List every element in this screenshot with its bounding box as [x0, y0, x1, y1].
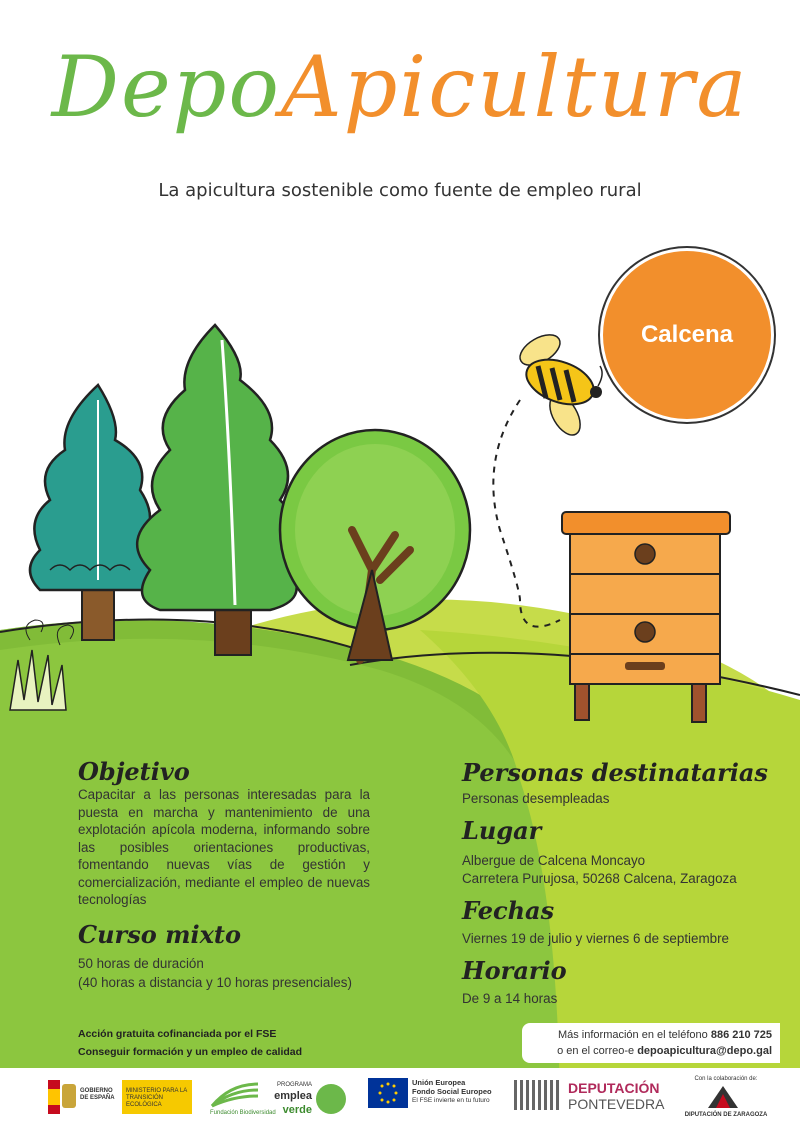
ministerio-text: MINISTERIO PARA LA TRANSICIÓN ECOLÓGICA: [126, 1088, 187, 1108]
deputacion-line-1: DEPUTACIÓN: [568, 1080, 660, 1096]
curso-breakdown: (40 horas a distancia y 10 horas presenciales): [78, 975, 352, 990]
fundacion-text: Fundación Biodiversidad: [210, 1110, 276, 1116]
title-part-depo: Depo: [51, 38, 281, 136]
objetivo-heading: Objetivo: [78, 757, 190, 786]
destinatarias-text: Personas desempleadas: [462, 791, 610, 806]
diputacion-text: DIPUTACIÓN DE ZARAGOZA: [684, 1112, 768, 1118]
colaboracion-text: Con la colaboración de:: [694, 1076, 758, 1082]
triangle-logo-icon: [708, 1086, 738, 1108]
logo-diputacion-zaragoza: [676, 1076, 776, 1124]
curso-duration: 50 horas de duración: [78, 956, 204, 971]
poster-title: [0, 32, 800, 142]
title-part-apicultura: Apicultura: [281, 38, 749, 136]
eu-flag-icon: [368, 1078, 408, 1108]
leaf-circle-icon: [316, 1084, 346, 1114]
curso-heading: Curso mixto: [78, 920, 241, 949]
logo-gobierno: [48, 1080, 190, 1114]
lugar-heading: Lugar: [462, 816, 542, 845]
logo-emplea-verde: [272, 1080, 348, 1124]
gobierno-text: GOBIERNO DE ESPAÑA: [80, 1088, 115, 1101]
contact-phone-line: [522, 1029, 772, 1041]
logo-fundacion-biodiversidad: [210, 1082, 276, 1122]
poster-subtitle: La apicultura sostenible como fuente de empleo rural: [158, 180, 642, 201]
horario-heading: Horario: [462, 956, 567, 985]
email-link[interactable]: depoapicultura@depo.gal: [637, 1045, 772, 1057]
footnote-quality: Conseguir formación y un empleo de calidad: [78, 1046, 303, 1058]
programa-name-2: verde: [282, 1104, 312, 1116]
ue-line-2: Fondo Social Europeo: [412, 1087, 492, 1096]
ue-line-3: El FSE invierte en tu futuro: [412, 1097, 490, 1104]
lugar-address: Carretera Purujosa, 50268 Calcena, Zaragoza: [462, 871, 737, 886]
leaf-stripes-icon: [210, 1082, 260, 1108]
green-pine-tree: [137, 325, 303, 655]
logo-deputacion-pontevedra: [514, 1080, 674, 1120]
ue-line-1: Unión Europea: [412, 1078, 466, 1087]
dots-grid-icon: [514, 1080, 564, 1110]
programa-name-1: emplea: [274, 1090, 312, 1102]
contact-box: [522, 1023, 780, 1063]
teal-tree: [30, 385, 158, 640]
coat-of-arms-icon: [62, 1084, 76, 1108]
illustration-scene: [0, 300, 800, 1131]
fechas-text: Viernes 19 de julio y viernes 6 de septiembre: [462, 931, 729, 946]
programa-label: PROGRAMA: [276, 1082, 312, 1088]
phone-number[interactable]: 886 210 725: [710, 1029, 772, 1041]
fechas-heading: Fechas: [462, 896, 555, 925]
lugar-venue: Albergue de Calcena Moncayo: [462, 853, 646, 868]
footnote-fse: Acción gratuita cofinanciada por el FSE: [78, 1028, 277, 1040]
contact-email-line: [522, 1045, 772, 1057]
destinatarias-heading: Personas destinatarias: [462, 758, 768, 787]
logo-union-europea: [368, 1078, 508, 1122]
email-prefix: o en el correo-e: [557, 1045, 635, 1057]
sponsor-logos: [0, 1068, 800, 1131]
horario-text: De 9 a 14 horas: [462, 991, 558, 1006]
phone-prefix: Más información en el teléfono: [557, 1029, 708, 1041]
objetivo-text: Capacitar a las personas interesadas para la puesta en marcha y mantenimiento de una explotación apícola moderna, informando sobre las posibles orientaciones productivas, fomentando nuevas vías de gestión y comercialización, mediante el empleo de nuevas tecnologías: [78, 787, 370, 907]
deputacion-line-2: PONTEVEDRA: [568, 1096, 665, 1112]
bee-illustration: [515, 329, 602, 440]
location-badge: Calcena: [600, 248, 774, 422]
